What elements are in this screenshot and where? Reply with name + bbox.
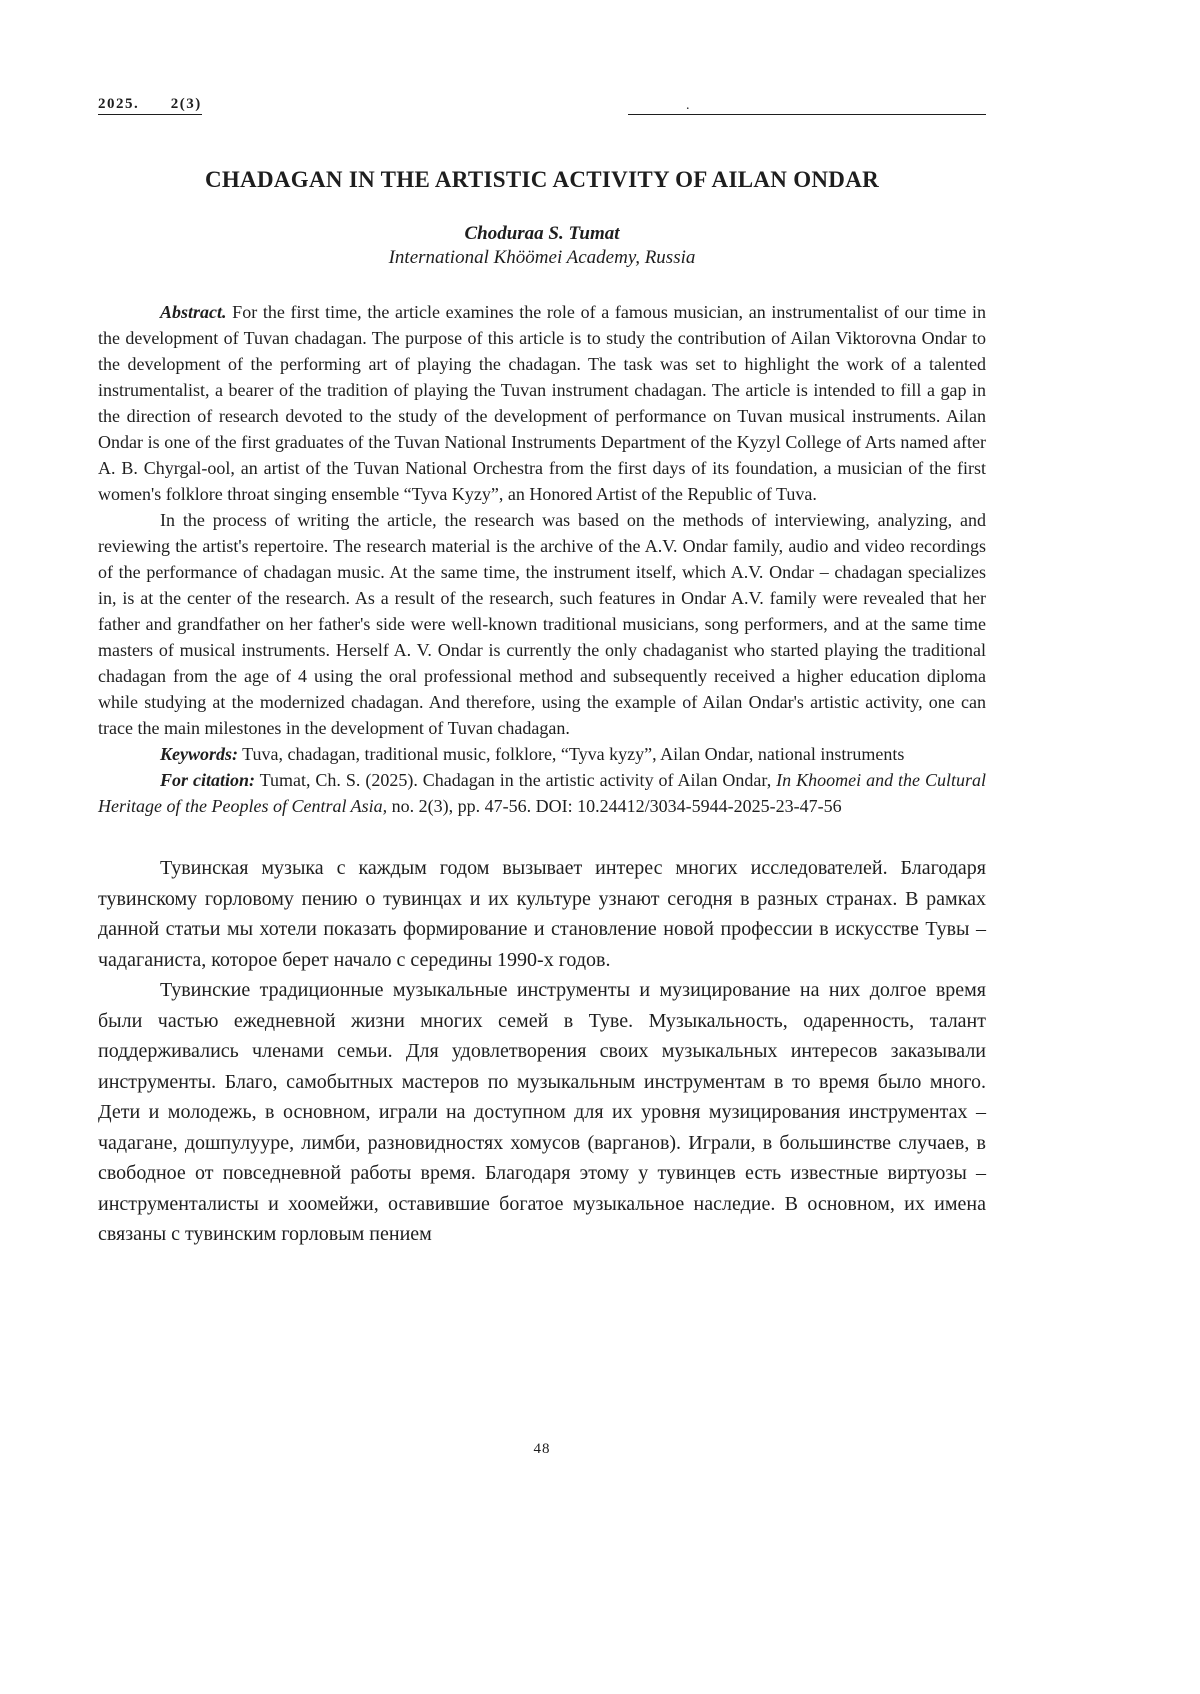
journal-title-rule [628,99,986,115]
citation-authors-title: Tumat, Ch. S. (2025). Chadagan in the artistic activity of Ailan Ondar, [254,770,777,790]
page-content [98,96,986,1250]
article-title: CHADAGAN IN THE ARTISTIC ACTIVITY OF AILAN ONDAR [204,167,880,192]
keywords-paragraph [98,741,986,767]
author-affiliation: International Khöömei Academy, Russia [388,247,696,268]
running-head [98,96,986,115]
issue-number: 2025. 2(3) [98,96,202,115]
citation-pages-doi: no. 2(3), pp. 47-56. DOI: 10.24412/3034-5944-2025-23-47-56 [387,796,842,816]
abstract-text: For the first time, the article examines the role of a famous musician, an instrumentalist of our time in the development of Tuvan chadagan. The purpose of this article is to study the contribution of Ailan Viktorovna Ondar to the development of the performing art of playing the chadagan. The task was set to highlight the work of a talented instrumentalist, a bearer of the tradition of playing the Tuvan instrument chadagan. The article is intended to fill a gap in the direction of research devoted to the study of the development of performance on Tuvan musical instruments. Ailan Ondar is one of the first graduates of the Tuvan National Instruments Department of the Kyzyl College of Arts named after A. B. Chyrgal-ool, an artist of the Tuvan National Orchestra from the first days of its foundation, a musician of the first women's folklore throat singing ensemble “Tyva Kyzy”, an Honored Artist of the Republic of Tuva. [98,302,986,504]
abstract-label: Abstract. [160,302,227,322]
citation-paragraph [98,767,986,819]
citation-label: For citation: [160,770,255,790]
russian-paragraph-2: Тувинские традиционные музыкальные инструменты и музицирование на них долгое время были частью ежедневной жизни многих семей в Туве. Музыкальность, одаренность, талант поддерживались членами семьи. Для удовлетворения своих музыкальных интересов заказывали инструменты. Благо, самобытных мастеров по музыкальным инструментам в то время было много. Дети и молодежь, в основном, играли на доступном для их уровня музицирования инструментах – чадагане, дошпулууре, лимби, разновидностях хомусов (варганов). Играли, в большинстве случаев, в свободное от повседневной работы время. Благодаря этому у тувинцев есть известные виртуозы – инструменталисты и хоомейжи, оставившие богатое музыкальное наследие. В основном, их имена связаны с тувинским горловым пением [98,979,986,1245]
keywords-label: Keywords: [160,744,238,764]
russian-paragraph-1: Тувинская музыка с каждым годом вызывает интерес многих исследователей. Благодаря тувинскому горловому пению о тувинцах и их культуре узнают сегодня в разных странах. В рамках данной статьи мы хотели показать формирование и становление новой профессии в искусстве Тувы – чадаганиста, которое берет начало с середины 1990-х годов. [98,857,986,971]
russian-text-section [98,853,986,1250]
abstract-paragraph [98,299,986,507]
author-name: Choduraa S. Tumat [464,223,620,244]
methods-paragraph: In the process of writing the article, the research was based on the methods of interviewing, analyzing, and reviewing the artist's repertoire. The research material is the archive of the A.V. Ondar family, audio and video recordings of the performance of chadagan music. At the same time, the instrument itself, which A.V. Ondar – chadagan specializes in, is at the center of the research. As a result of the research, such features in Ondar A.V. family were revealed that her father and grandfather on her father's side were well-known traditional musicians, song performers, and at the same time masters of musical instruments. Herself A. V. Ondar is currently the only chadaganist who started playing the traditional chadagan from the age of 4 using the oral professional method and subsequently received a higher education diploma while studying at the modernized chadagan. And therefore, using the example of Ailan Ondar's artistic activity, one can trace the main milestones in the development of Tuvan chadagan. [98,510,986,738]
journal-rule-dot: . [686,98,690,113]
keywords-text: Tuva, chadagan, traditional music, folklore, “Tyva kyzy”, Ailan Ondar, national instruments [238,744,905,764]
citation-journal-title: In Khoomei and the Cultural Heritage of the Peoples of Central Asia, [98,770,986,816]
page-number: 48 [533,1441,551,1457]
